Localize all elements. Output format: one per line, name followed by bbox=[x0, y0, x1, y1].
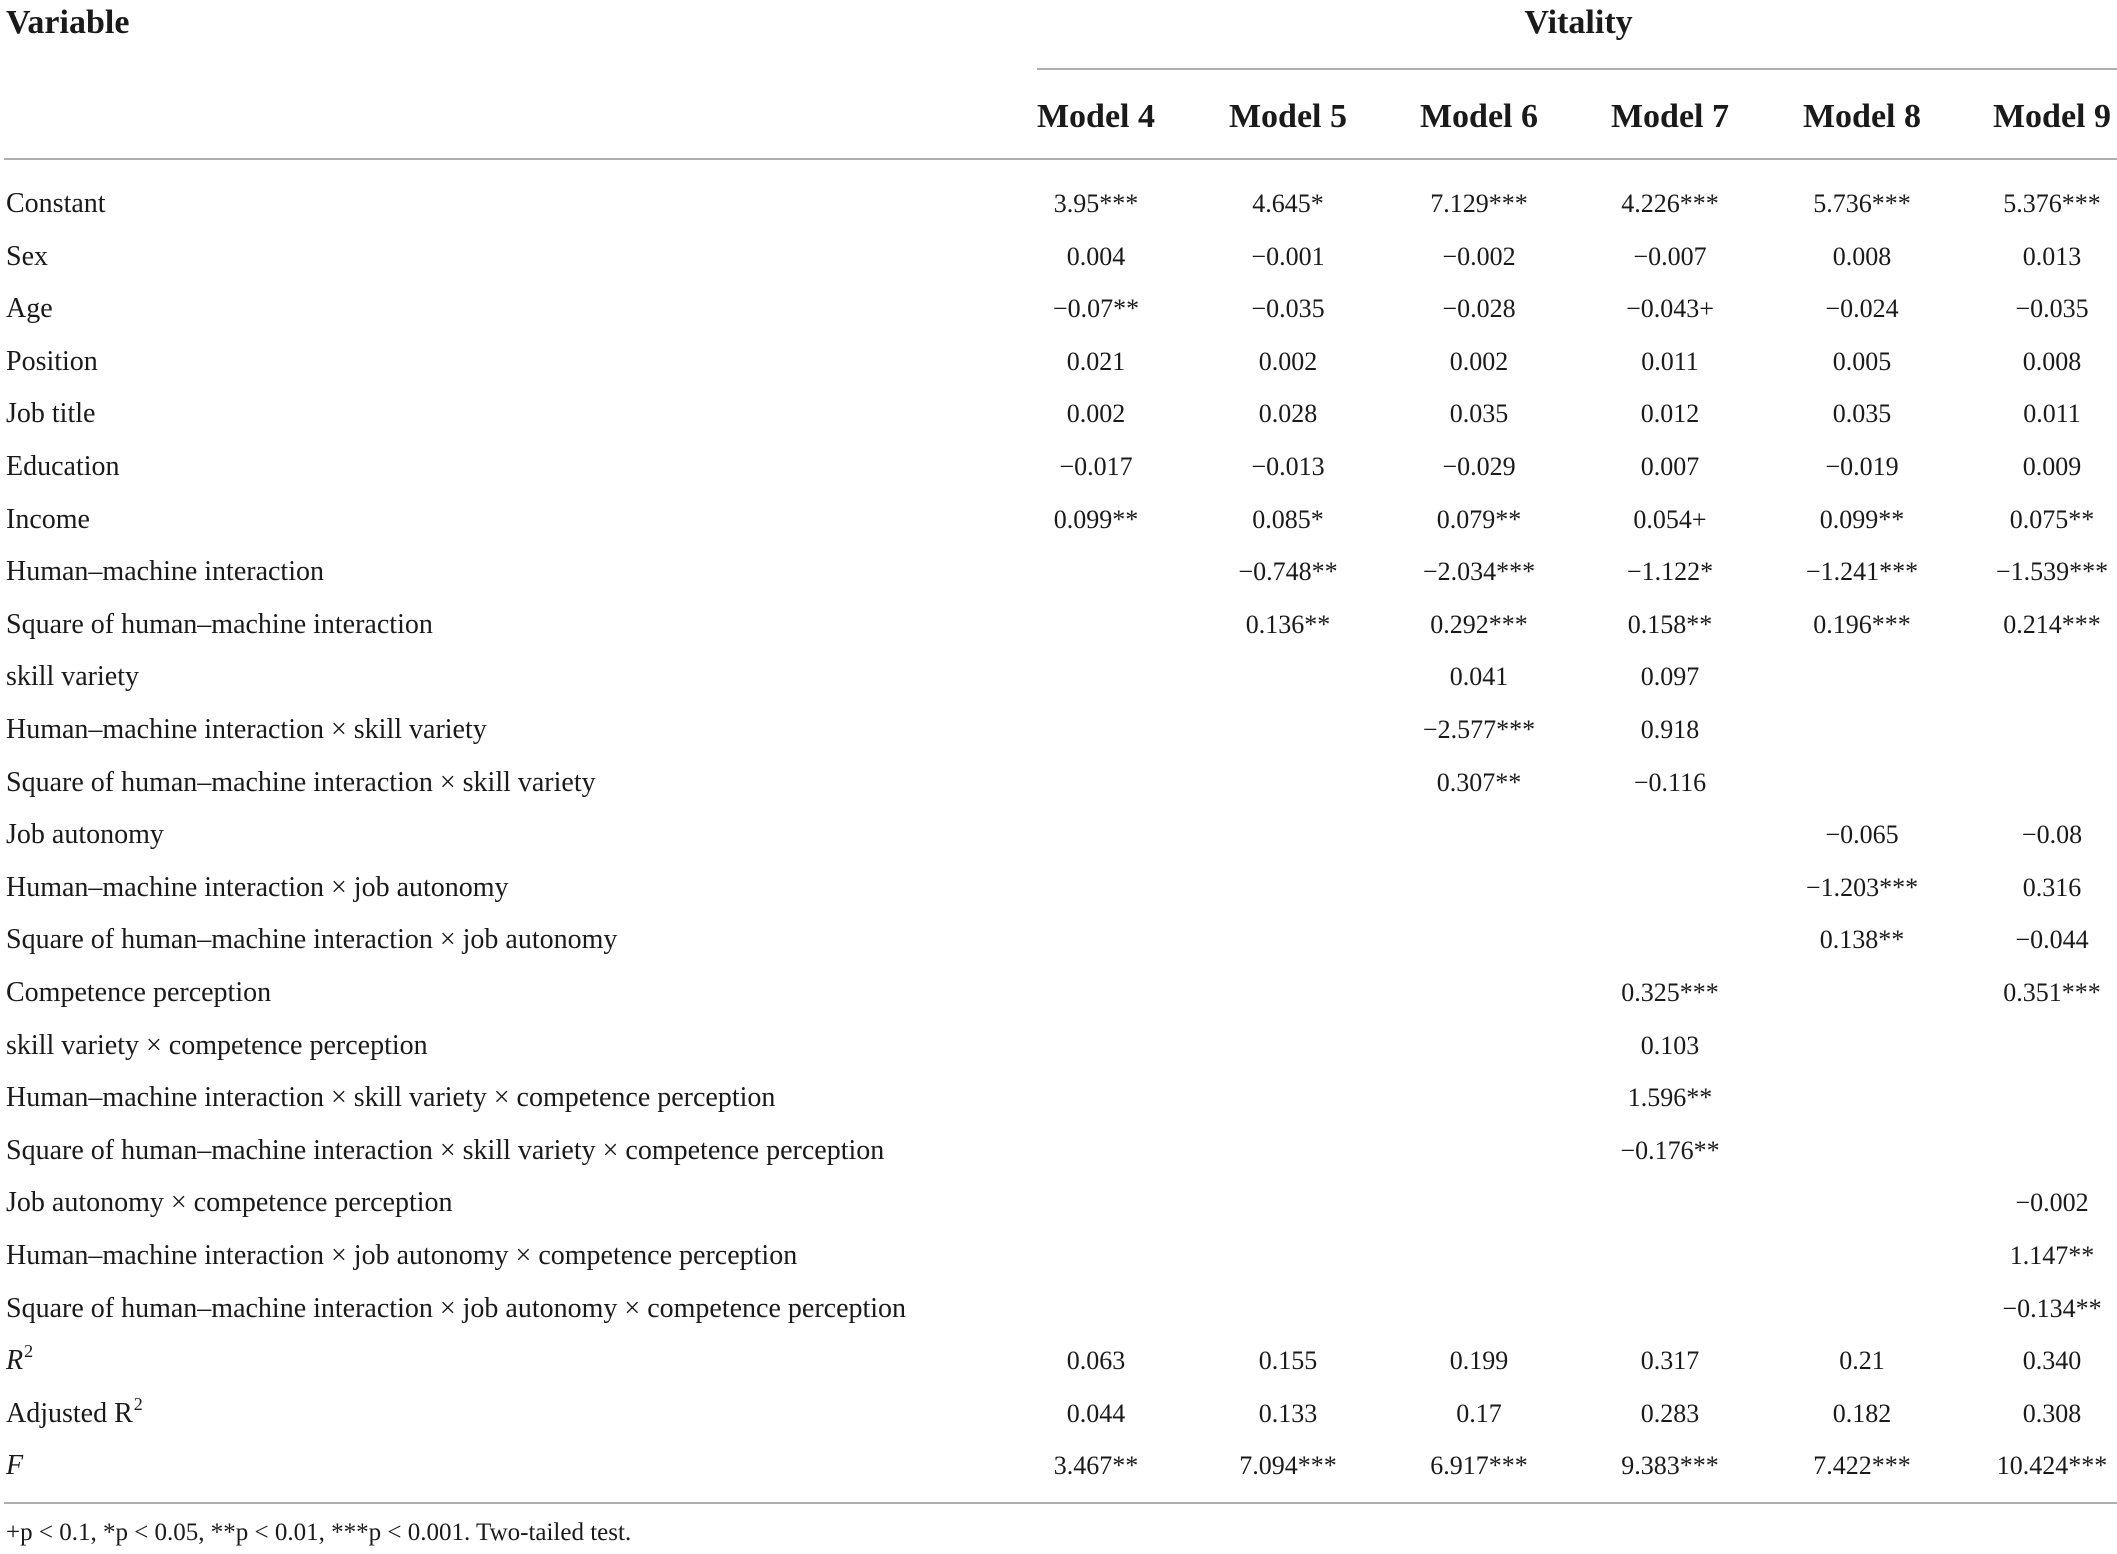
row-label bbox=[6, 914, 617, 966]
cell-model-6: 6.917*** bbox=[1430, 1451, 1528, 1481]
row-label-text: F bbox=[6, 1450, 24, 1482]
cell-model-5: −0.035 bbox=[1251, 294, 1325, 324]
cell-model-6: 7.129*** bbox=[1430, 189, 1528, 218]
table-row bbox=[0, 809, 2117, 861]
cell-model-9: 0.009 bbox=[2022, 452, 2082, 481]
cell-model-8: −0.024 bbox=[1825, 294, 1899, 324]
table-row bbox=[0, 283, 2117, 335]
cell-model-5: 0.028 bbox=[1258, 399, 1318, 429]
cell-model-7: 0.158** bbox=[1627, 609, 1713, 639]
cell-model-7: −0.043+ bbox=[1626, 294, 1714, 324]
cell-model-6: 0.035 bbox=[1449, 399, 1509, 429]
cell-model-7: −0.176** bbox=[1620, 1135, 1720, 1165]
header-rule bbox=[4, 158, 2117, 160]
row-label bbox=[6, 1125, 884, 1177]
cell-model-9: 0.011 bbox=[2023, 399, 2081, 429]
table-row bbox=[0, 757, 2117, 809]
table-row bbox=[0, 1177, 2117, 1229]
row-label-text: skill variety × competence perception bbox=[6, 1029, 428, 1061]
cell-model-8: −0.065 bbox=[1825, 820, 1899, 850]
row-label bbox=[6, 757, 596, 809]
cell-model-4: −0.07** bbox=[1052, 294, 1140, 324]
cell-model-6: 0.002 bbox=[1449, 346, 1509, 376]
cell-model-9: −0.134** bbox=[2002, 1293, 2102, 1323]
row-label bbox=[6, 1440, 23, 1492]
row-label-text: Sex bbox=[6, 240, 48, 272]
cell-model-8: 5.736*** bbox=[1813, 189, 1911, 218]
cell-model-9: 0.340 bbox=[2022, 1346, 2082, 1376]
cell-model-7: 0.283 bbox=[1640, 1398, 1700, 1428]
row-label-text: Competence perception bbox=[6, 977, 272, 1008]
cell-model-6: 0.292*** bbox=[1430, 609, 1528, 639]
cell-model-7: 9.383*** bbox=[1621, 1451, 1719, 1481]
model-5-header: Model 5 bbox=[1228, 98, 1348, 135]
table-row bbox=[0, 1440, 2117, 1492]
cell-model-9: 0.351*** bbox=[2003, 978, 2101, 1007]
cell-model-5: 0.133 bbox=[1258, 1398, 1318, 1428]
cell-model-7: 0.325*** bbox=[1621, 978, 1719, 1007]
cell-model-4: 0.099** bbox=[1053, 504, 1139, 534]
row-label-text: Square of human–machine interaction × job autonomy bbox=[6, 924, 618, 956]
row-label-text: Square of human–machine interaction × skill variety bbox=[6, 766, 596, 798]
cell-model-7: 0.007 bbox=[1640, 452, 1700, 481]
row-label bbox=[6, 178, 106, 230]
cell-model-7: 0.103 bbox=[1640, 1030, 1700, 1060]
model-7-header: Model 7 bbox=[1610, 98, 1730, 135]
row-label-superscript: 2 bbox=[24, 1341, 34, 1362]
row-label bbox=[6, 1177, 453, 1229]
table-row bbox=[0, 546, 2117, 598]
table-row bbox=[0, 1283, 2117, 1335]
cell-model-7: −0.007 bbox=[1633, 241, 1707, 271]
cell-model-9: −0.002 bbox=[2015, 1188, 2089, 1218]
row-label bbox=[6, 651, 139, 703]
cell-model-7: 0.097 bbox=[1640, 662, 1700, 692]
table-row bbox=[0, 1230, 2117, 1282]
row-label bbox=[6, 1388, 143, 1442]
cell-model-5: 0.155 bbox=[1258, 1346, 1318, 1376]
table-row bbox=[0, 1072, 2117, 1124]
cell-model-6: 0.199 bbox=[1449, 1346, 1509, 1376]
table-row bbox=[0, 1335, 2117, 1387]
cell-model-8: 0.035 bbox=[1832, 399, 1892, 429]
model-4-header: Model 4 bbox=[1036, 98, 1156, 135]
table-row bbox=[0, 914, 2117, 966]
cell-model-5: 4.645* bbox=[1252, 189, 1324, 218]
cell-model-5: −0.001 bbox=[1251, 241, 1325, 271]
row-label-text: Human–machine interaction × skill variety × competence perception bbox=[6, 1082, 776, 1114]
cell-model-6: −2.034*** bbox=[1422, 557, 1536, 587]
cell-model-8: −1.203*** bbox=[1805, 872, 1919, 902]
cell-model-7: 0.317 bbox=[1640, 1346, 1700, 1376]
table-row bbox=[0, 704, 2117, 756]
row-label bbox=[6, 441, 120, 493]
cell-model-4: −0.017 bbox=[1059, 452, 1133, 481]
row-label bbox=[6, 283, 53, 335]
cell-model-9: 0.008 bbox=[2022, 346, 2082, 376]
cell-model-6: 0.079** bbox=[1436, 504, 1522, 534]
cell-model-8: 0.005 bbox=[1832, 346, 1892, 376]
row-label-text: Human–machine interaction × skill variety bbox=[6, 714, 487, 745]
row-label bbox=[6, 231, 48, 283]
row-label bbox=[6, 388, 95, 440]
cell-model-9: 5.376*** bbox=[2003, 189, 2101, 218]
cell-model-5: 7.094*** bbox=[1239, 1451, 1337, 1481]
cell-model-9: 0.075** bbox=[2009, 504, 2095, 534]
footnote: +p < 0.1, *p < 0.05, **p < 0.01, ***p < 0.001. Two-tailed test. bbox=[6, 1519, 632, 1546]
cell-model-9: 0.013 bbox=[2022, 241, 2082, 271]
cell-model-5: 0.002 bbox=[1258, 346, 1318, 376]
row-label bbox=[6, 809, 164, 861]
cell-model-4: 0.002 bbox=[1066, 399, 1126, 429]
model-6-header: Model 6 bbox=[1419, 98, 1539, 135]
cell-model-7: 0.011 bbox=[1641, 346, 1699, 376]
row-label bbox=[6, 967, 271, 1019]
row-label-superscript: 2 bbox=[133, 1393, 143, 1414]
row-label bbox=[6, 546, 324, 598]
cell-model-7: −0.116 bbox=[1633, 767, 1707, 797]
cell-model-9: −0.044 bbox=[2015, 925, 2089, 955]
cell-model-8: 0.21 bbox=[1839, 1346, 1885, 1376]
model-9-header: Model 9 bbox=[1992, 98, 2112, 135]
table-row bbox=[0, 231, 2117, 283]
cell-model-4: 0.021 bbox=[1066, 346, 1126, 376]
table-row bbox=[0, 388, 2117, 440]
row-label-text: Human–machine interaction bbox=[6, 556, 324, 588]
cell-model-8: 7.422*** bbox=[1813, 1451, 1911, 1481]
row-label bbox=[6, 1283, 906, 1335]
table-row bbox=[0, 178, 2117, 230]
row-label bbox=[6, 336, 98, 388]
model-8-header: Model 8 bbox=[1802, 98, 1922, 135]
table-row bbox=[0, 1020, 2117, 1072]
row-label bbox=[6, 1230, 797, 1282]
footer-rule bbox=[4, 1502, 2117, 1504]
cell-model-9: 1.147** bbox=[2009, 1241, 2095, 1270]
cell-model-9: 0.316 bbox=[2022, 872, 2082, 902]
cell-model-5: −0.013 bbox=[1251, 452, 1325, 481]
cell-model-7: 0.918 bbox=[1640, 715, 1700, 744]
cell-model-4: 3.95*** bbox=[1053, 189, 1139, 218]
cell-model-8: 0.182 bbox=[1832, 1398, 1892, 1428]
cell-model-5: 0.085* bbox=[1252, 504, 1324, 534]
row-label-text: Job title bbox=[6, 398, 96, 430]
table-row bbox=[0, 1125, 2117, 1177]
cell-model-6: −2.577*** bbox=[1422, 715, 1536, 744]
cell-model-9: 0.308 bbox=[2022, 1398, 2082, 1428]
cell-model-6: 0.307** bbox=[1436, 767, 1522, 797]
cell-model-9: −1.539*** bbox=[1995, 557, 2109, 587]
cell-model-9: 10.424*** bbox=[1996, 1451, 2108, 1481]
row-label bbox=[6, 1072, 775, 1124]
row-label-text: Income bbox=[6, 503, 90, 535]
cell-model-5: 0.136** bbox=[1245, 609, 1331, 639]
cell-model-6: −0.029 bbox=[1442, 452, 1516, 481]
cell-model-4: 0.063 bbox=[1066, 1346, 1126, 1376]
row-label bbox=[6, 1335, 33, 1389]
table-row bbox=[0, 441, 2117, 493]
row-label-text: R bbox=[6, 1345, 24, 1377]
row-label-text: skill variety bbox=[6, 661, 139, 693]
cell-model-6: −0.002 bbox=[1442, 241, 1516, 271]
table-row bbox=[0, 967, 2117, 1019]
row-label-text: Square of human–machine interaction × skill variety × competence perception bbox=[6, 1134, 885, 1166]
cell-model-6: 0.17 bbox=[1456, 1398, 1502, 1428]
cell-model-9: −0.035 bbox=[2015, 294, 2089, 324]
row-label bbox=[6, 599, 433, 651]
cell-model-7: 0.054+ bbox=[1633, 504, 1707, 534]
cell-model-8: 0.008 bbox=[1832, 241, 1892, 271]
table-row bbox=[0, 862, 2117, 914]
cell-model-6: 0.041 bbox=[1449, 662, 1509, 692]
cell-model-8: −1.241*** bbox=[1805, 557, 1919, 587]
cell-model-4: 0.044 bbox=[1066, 1398, 1126, 1428]
row-label-text: Square of human–machine interaction bbox=[6, 608, 433, 640]
cell-model-6: −0.028 bbox=[1442, 294, 1516, 324]
row-label-text: Job autonomy × competence perception bbox=[6, 1187, 453, 1219]
row-label-text: Human–machine interaction × job autonomy × competence perception bbox=[6, 1240, 798, 1271]
cell-model-7: 1.596** bbox=[1627, 1083, 1713, 1113]
cell-model-9: −0.08 bbox=[2021, 820, 2083, 850]
cell-model-7: 0.012 bbox=[1640, 399, 1700, 429]
cell-model-8: 0.099** bbox=[1819, 504, 1905, 534]
table-row bbox=[0, 1388, 2117, 1440]
cell-model-7: −1.122* bbox=[1626, 557, 1714, 587]
row-label bbox=[6, 862, 509, 914]
table-row bbox=[0, 494, 2117, 546]
row-label-text: Position bbox=[6, 345, 98, 377]
row-label bbox=[6, 1020, 428, 1072]
cell-model-9: 0.214*** bbox=[2003, 609, 2101, 639]
row-label-text: Job autonomy bbox=[6, 819, 164, 851]
cell-model-4: 3.467** bbox=[1053, 1451, 1139, 1481]
row-label-text: Constant bbox=[6, 188, 106, 219]
row-label-text: Adjusted R bbox=[6, 1397, 133, 1429]
table-row bbox=[0, 599, 2117, 651]
table-row bbox=[0, 336, 2117, 388]
row-label-text: Education bbox=[6, 451, 120, 482]
cell-model-8: −0.019 bbox=[1825, 452, 1899, 481]
row-label-text: Age bbox=[6, 293, 53, 325]
cell-model-4: 0.004 bbox=[1066, 241, 1126, 271]
group-underline bbox=[1037, 68, 2117, 70]
table-row bbox=[0, 651, 2117, 703]
row-label bbox=[6, 494, 90, 546]
row-label-text: Square of human–machine interaction × job autonomy × competence perception bbox=[6, 1292, 907, 1324]
row-label-text: Human–machine interaction × job autonomy bbox=[6, 871, 509, 903]
cell-model-7: 4.226*** bbox=[1621, 189, 1719, 218]
variable-header: Variable bbox=[6, 4, 130, 41]
vitality-header: Vitality bbox=[1524, 4, 1633, 41]
cell-model-8: 0.138** bbox=[1819, 925, 1905, 955]
cell-model-8: 0.196*** bbox=[1813, 609, 1911, 639]
row-label bbox=[6, 704, 487, 756]
cell-model-5: −0.748** bbox=[1238, 557, 1338, 587]
